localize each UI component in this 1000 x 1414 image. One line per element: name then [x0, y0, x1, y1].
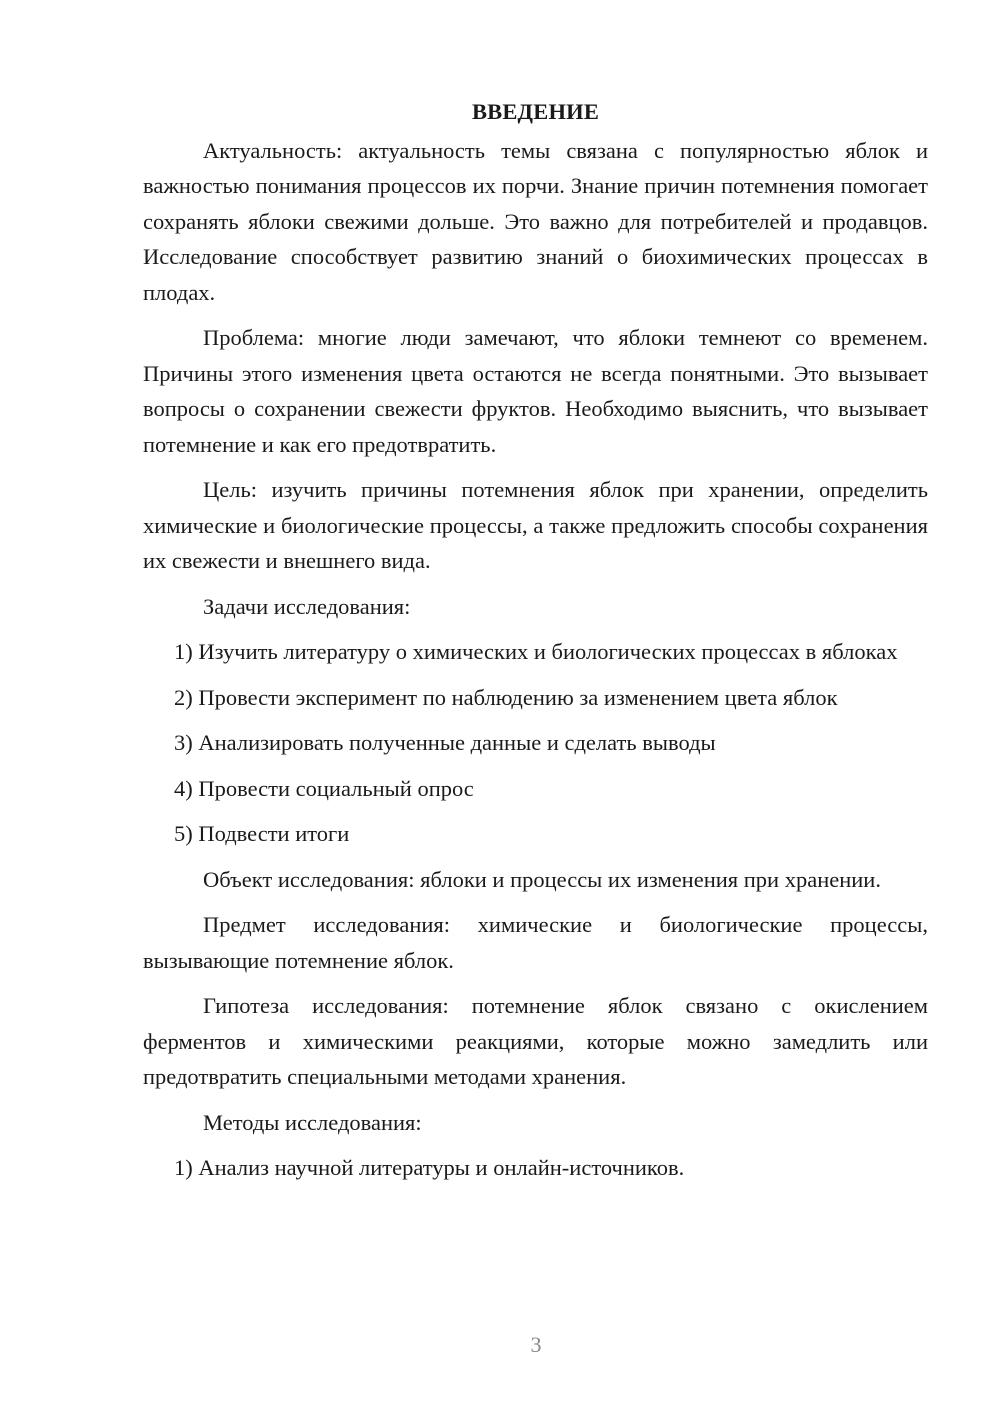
goal-paragraph: Цель: изучить причины потемнения яблок при хранении, определить химические и биологические процессы, а также предложить способы сохранения их свежести и внешнего вида. [143, 477, 928, 573]
subject-paragraph: Предмет исследования: химические и биологические процессы, вызывающие потемнение яблок. [143, 912, 928, 973]
methods-heading: Методы исследования: [203, 1109, 422, 1135]
tasks-list [143, 634, 928, 852]
task-item: 3) Анализировать полученные данные и сделать выводы [174, 730, 716, 755]
task-item: 4) Провести социальный опрос [174, 775, 474, 801]
methods-list [143, 1150, 928, 1186]
page-number: 3 [530, 1332, 542, 1357]
method-item: 1) Анализ научной литературы и онлайн-источников. [174, 1155, 685, 1180]
task-item: 1) Изучить литературу о химических и биологических процессах в яблоках [174, 639, 898, 664]
hypothesis-paragraph: Гипотеза исследования: потемнение яблок связано с окислением ферментов и химическими реакциями, которые можно замедлить или предотвратить специальными методами хранения. [143, 993, 928, 1089]
task-item: 2) Провести эксперимент по наблюдению за изменением цвета яблок [174, 684, 838, 710]
task-item: 5) Подвести итоги [174, 821, 350, 846]
relevance-paragraph: Актуальность: актуальность темы связана с популярностью яблок и важностью понимания процессов их порчи. Знание причин потемнения помогает сохранять яблоки свежими дольше. Это важно для потребителей и продавцов. Исследование способствует развитию знаний о биохимических процессах в плодах. [143, 137, 928, 305]
problem-paragraph: Проблема: многие люди замечают, что яблоки темнеют со временем. Причины этого изменения цвета остаются не всегда понятными. Это вызывает вопросы о сохранении свежести фруктов. Необходимо выяснить, что вызывает потемнение и как его предотвратить. [143, 325, 928, 457]
object-paragraph: Объект исследования: яблоки и процессы их изменения при хранении. [203, 866, 881, 892]
tasks-heading: Задачи исследования: [203, 593, 411, 619]
section-title: ВВЕДЕНИЕ [471, 99, 600, 124]
page-content [143, 94, 928, 1196]
